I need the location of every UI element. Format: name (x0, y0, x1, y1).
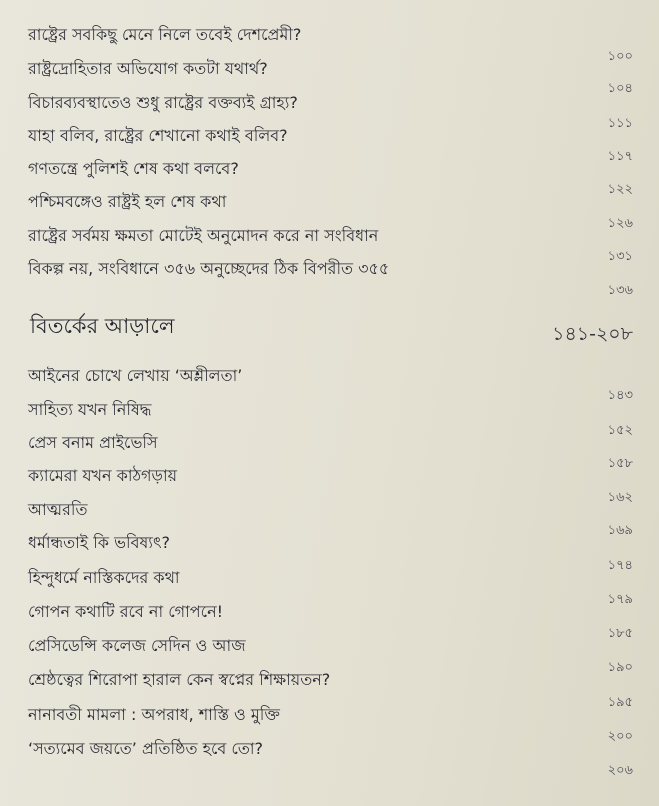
toc-entry-page: ১০৪ (607, 81, 633, 96)
toc-entry-title: সাহিত্য যখন নিষিদ্ধ (28, 400, 152, 419)
toc-entry-page: ১৫৮ (607, 456, 633, 471)
toc-entry-title: যাহা বলিব, রাষ্ট্রের শেখানো কথাই বলিব? (28, 126, 288, 145)
toc-entry (0, 271, 659, 299)
toc-entry-title: ক্যামেরা যখন কাঠগড়ায় (28, 466, 178, 485)
toc-entry (0, 592, 659, 626)
toc-entry-title: প্রেস বনাম প্রাইভেসি (28, 433, 158, 452)
toc-entry-title: আত্মরতি (28, 500, 88, 519)
toc-entry-page: ১৪৩ (607, 388, 633, 403)
toc-entry-page: ১৩৬ (607, 283, 633, 298)
section-title: বিতর্কের আড়ালে (30, 314, 175, 338)
toc-entry-title: হিন্দুধর্মে নাস্তিকদের কথা (28, 568, 180, 587)
toc-entry-title: শ্রেষ্ঠত্বের শিরোপা হারাল কেন স্বপ্নের শিক্ষায়তন? (28, 670, 331, 689)
toc-entry-page: ১১৭ (607, 149, 633, 164)
toc-entry-title: গোপন কথাটি রবে না গোপনে! (28, 602, 224, 621)
toc-entry-title: রাষ্ট্রের সর্বময় ক্ষমতা মোটেই অনুমোদন করে না সংবিধান (28, 226, 379, 245)
toc-entry (0, 81, 659, 117)
toc-entry (0, 423, 659, 457)
toc-entry (0, 626, 659, 660)
toc-entry (0, 362, 659, 390)
toc-entry (0, 216, 659, 250)
toc-entry (0, 660, 659, 694)
section-page-range: ১৪১-২০৮ (552, 323, 633, 345)
toc-entry-title: গণতন্ত্রে পুলিশই শেষ কথা বলবে? (28, 159, 239, 178)
toc-entry-page: ১৯০ (607, 660, 633, 675)
toc-entry-title: ‘সত্যমেব জয়তে’ প্রতিষ্ঠিত হবে তো? (28, 739, 264, 758)
toc-entry-page: ১০০ (607, 49, 633, 64)
toc-entry (0, 116, 659, 150)
toc-entry-title: বিচারব্যবস্থাতেও শুধু রাষ্ট্রের বক্তব্যই গ্রাহ্য? (28, 93, 298, 112)
toc-entry-page: ১২২ (607, 182, 633, 197)
toc-entry-title: ধর্মান্ধতাই কি ভবিষ্যৎ? (28, 533, 170, 552)
toc-entry-title: রাষ্ট্রের সবকিছু মেনে নিলে তবেই দেশপ্রেমী? (28, 25, 302, 44)
toc-entry-page: ২০৬ (607, 763, 633, 778)
toc-entry (0, 182, 659, 216)
toc-entry-page: ১১১ (607, 116, 633, 131)
toc-entry-page: ১৩১ (607, 249, 633, 264)
toc-entry-page: ১২৬ (607, 216, 633, 231)
toc-entry-page: ১৯৫ (607, 695, 633, 710)
toc-entry (0, 695, 659, 729)
toc-entry (0, 21, 659, 49)
toc-entry (0, 558, 659, 592)
toc-entry-page: ১৮৫ (607, 626, 633, 641)
toc-entry (0, 49, 659, 83)
toc-entry (0, 490, 659, 524)
toc-entry (0, 388, 659, 424)
toc-entry-page: ১৭৯ (607, 592, 633, 607)
toc-entry-title: পশ্চিমবঙ্গেও রাষ্ট্রই হল শেষ কথা (28, 192, 227, 211)
toc-entry-title: প্রেসিডেন্সি কলেজ সেদিন ও আজ (28, 636, 246, 655)
toc-entry-page: ১৭৪ (607, 558, 633, 573)
toc-entry (0, 456, 659, 490)
toc-entry-title: বিকল্প নয়, সংবিধানে ৩৫৬ অনুচ্ছেদের ঠিক বিপরীত ৩৫৫ (28, 259, 390, 278)
toc-entry-page: ১৫২ (607, 423, 633, 438)
toc-entry-page: ১৬২ (607, 490, 633, 505)
toc-entry-page: ১৬৯ (607, 523, 633, 538)
toc-entry-title: আইনের চোখে লেখায় ‘অশ্লীলতা’ (28, 366, 243, 385)
toc-entry-title: রাষ্ট্রদ্রোহিতার অভিযোগ কতটা যথার্থ? (28, 59, 268, 78)
toc-entry-title: নানাবতী মামলা : অপরাধ, শাস্তি ও মুক্তি (28, 705, 280, 724)
toc-entry-page: ২০০ (607, 729, 633, 744)
toc-entry (0, 751, 659, 779)
toc-entry (0, 149, 659, 183)
toc-entry (0, 523, 659, 557)
